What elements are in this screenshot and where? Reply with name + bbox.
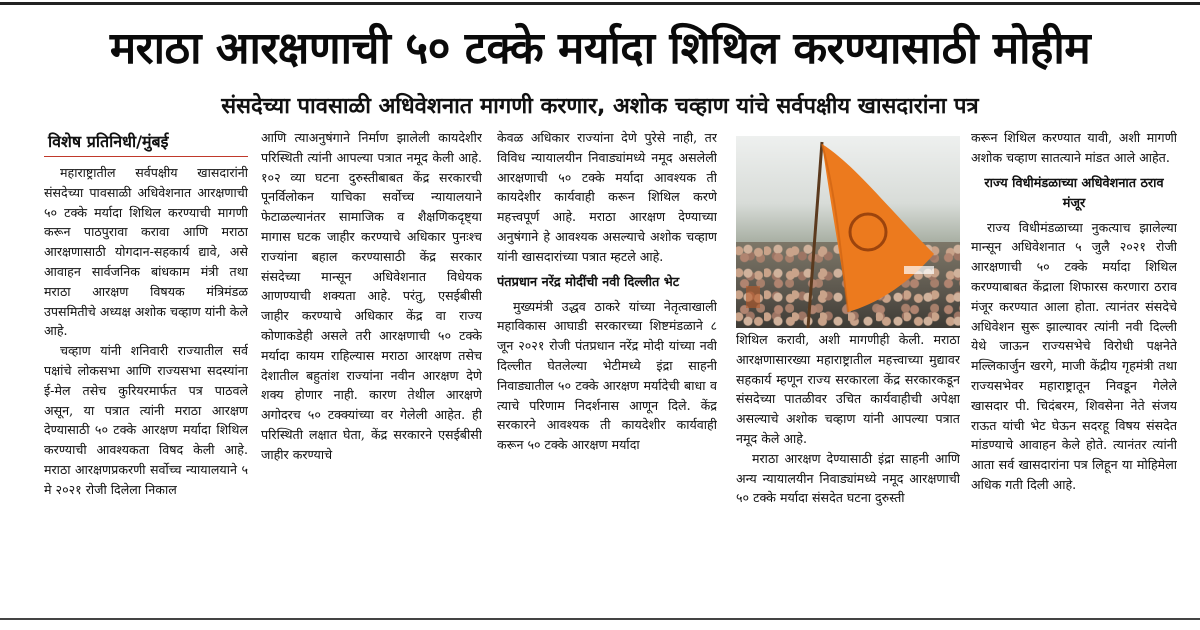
bottom-rule — [0, 618, 1200, 620]
col5-paragraph-2: राज्य विधीमंडळाच्या नुकत्याच झालेल्या मान्सून अधिवेशनात ५ जुलै २०२१ रोजी आरक्षणाची ५० टक्के मर्यादा शिथिल करण्याबाबत केंद्राला शिफारस करणारा ठराव मंजूर करण्यात आला होता. त्यानंतर संसदेचे अधिवेशन सुरू झाल्यावर त्यांनी नवी दिल्ली येथे जाऊन राज्यसभेचे विरोधी पक्षनेते मल्लिकार्जुन खरगे, माजी केंद्रीय गृहमंत्री तथा राज्यसभेवर महाराष्ट्रातून निवडून गेलेले खासदार पी. चिदंबरम, शिवसेना नेते संजय राऊत यांची भेट घेऊन सदरहू विषय संसदेत मांडण्याचे आवाहन केले होते. त्यानंतर त्यांनी आता सर्व खासदारांना पत्र लिहून या मोहिमेला अधिक गती दिली आहे. — [971, 219, 1177, 492]
top-rule — [0, 2, 1200, 5]
headline: मराठा आरक्षणाची ५० टक्के मर्यादा शिथिल करण्यासाठी मोहीम — [109, 23, 1091, 74]
column-4 — [736, 330, 960, 606]
column-5 — [971, 128, 1177, 606]
col4-paragraph-1: शिथिल करावी, अशी मागणीही केली. मराठा आरक्षणासारख्या महाराष्ट्रातील महत्त्वाच्या मुद्यावर सहकार्य म्हणून राज्य सरकारला केंद्र सरकारकडून संसदेच्या पातळीवर उचित कार्यवाहीची अपेक्षा असल्याचे अशोक चव्हाण यांनी आपल्या पत्रात नमूद केले आहे. — [736, 332, 960, 446]
col3-paragraph-2: मुख्यमंत्री उद्धव ठाकरे यांच्या नेतृत्वाखाली महाविकास आघाडी सरकारच्या शिष्टमंडळाने ८ जून २०२१ रोजी पंतप्रधान नरेंद्र मोदी यांच्या नवी दिल्लीत घेतलेल्या भेटीमध्ये इंद्रा साहनी निवाड्यातील ५० टक्के आरक्षण मर्यादेची बाधा व त्याचे परिणाम निदर्शनास आणून दिले. केंद्र सरकारने आवश्यक ती कायदेशीर कार्यवाही करून ५० टक्के आरक्षण मर्यादा — [497, 298, 717, 453]
column-2 — [261, 128, 482, 606]
col1-paragraph-1: महाराष्ट्रातील सर्वपक्षीय खासदारांनी संसदेच्या पावसाळी अधिवेशनात आरक्षणाची ५० टक्के मर्यादा शिथिल करण्याची मागणी करून पाठपुरावा करावा आणि मराठा आरक्षणासाठी योगदान-सहकार्य द्यावे, असे आवाहन सार्वजनिक बांधकाम मंत्री तथा मराठा आरक्षण विषयक मंत्रिमंडळ उपसमितीचे अध्यक्ष अशोक चव्हाण यांनी केले आहे. — [44, 165, 248, 339]
col5-paragraph-1: करून शिथिल करण्यात यावी, अशी मागणी अशोक चव्हाण सातत्याने मांडत आले आहेत. — [971, 130, 1177, 165]
col3-paragraph-1: केवळ अधिकार राज्यांना देणे पुरेसे नाही, तर विविध न्यायालयीन निवाड्यांमध्ये नमूद असलेली आरक्षणाची ५० टक्के मर्यादा आवश्यक ती कायदेशीर कार्यवाही करून शिथिल करणे महत्त्वपूर्ण आहे. मराठा आरक्षण देण्याच्या अनुषंगाने हे आवश्यक असल्याचे अशोक चव्हाण यांनी खासदारांच्या पत्रात म्हटले आहे. — [497, 130, 717, 264]
column-3 — [497, 128, 717, 606]
col4-paragraph-2: मराठा आरक्षण देण्यासाठी इंद्रा साहनी आणि अन्य न्यायालयीन निवाड्यांमध्ये नमूद आरक्षणाची ५० टक्के मर्यादा संसदेत घटना दुरुस्ती — [736, 450, 960, 506]
saffron-flag-icon — [736, 136, 960, 328]
col5-subheading: राज्य विधीमंडळाच्या अधिवेशनात ठराव मंजूर — [984, 175, 1164, 211]
col2-paragraph-1: आणि त्याअनुषंगाने निर्माण झालेली कायदेशीर परिस्थिती त्यांनी आपल्या पत्रात नमूद केली आहे. १०२ व्या घटना दुरुस्तीबाबत केंद्र सरकारची पूनर्विलोकन याचिका सर्वोच्च न्यायालयाने फेटाळल्यानंतर सामाजिक व शैक्षणिकदृष्ट्या मागास घटक जाहीर करण्याचे अधिकार पुनःश्च राज्यांना बहाल करण्यासाठी केंद्र सरकार संसदेच्या मान्सून अधिवेशनात विधेयक आणण्याची शक्यता आहे. परंतु, एसईबीसी जाहीर करण्याचे अधिकार केंद्र वा राज्य कोणाकडेही असले तरी आरक्षणाची ५० टक्के मर्यादा कायम राहिल्यास मराठा आरक्षण तसेच देशातील बहुतांश राज्यांना नवीन आरक्षण देणे शक्य होणार नाही. कारण तेथील आरक्षणे अगोदरच ५० टक्क्यांच्या वर गेलेली आहेत. ही परिस्थिती लक्षात घेता, केंद्र सरकारने एसईबीसी जाहीर करण्याचे — [261, 130, 482, 462]
byline: विशेष प्रतिनिधी/मुंबई — [44, 128, 248, 157]
column-1 — [44, 128, 248, 606]
subheadline: संसदेच्या पावसाळी अधिवेशनात मागणी करणार, अशोक चव्हाण यांचे सर्वपक्षीय खासदारांना पत्र — [221, 94, 979, 119]
col1-paragraph-2: चव्हाण यांनी शनिवारी राज्यातील सर्व पक्षांचे लोकसभा आणि राज्यसभा सदस्यांना ई-मेल तसेच कुरियरमार्फत पत्र पाठवले असून, या पत्रात त्यांनी मराठा आरक्षण देण्यासाठी ५० टक्के आरक्षण मर्यादा शिथिल करण्याची आवश्यकता विषद केली आहे. मराठा आरक्षणप्रकरणी सर्वोच्च न्यायालयाने ५ मे २०२१ रोजी दिलेला निकाल — [44, 343, 248, 497]
col3-subheading: पंतप्रधान नरेंद्र मोदींची नवी दिल्लीत भेट — [497, 274, 680, 290]
rally-flag-photo — [736, 136, 960, 328]
